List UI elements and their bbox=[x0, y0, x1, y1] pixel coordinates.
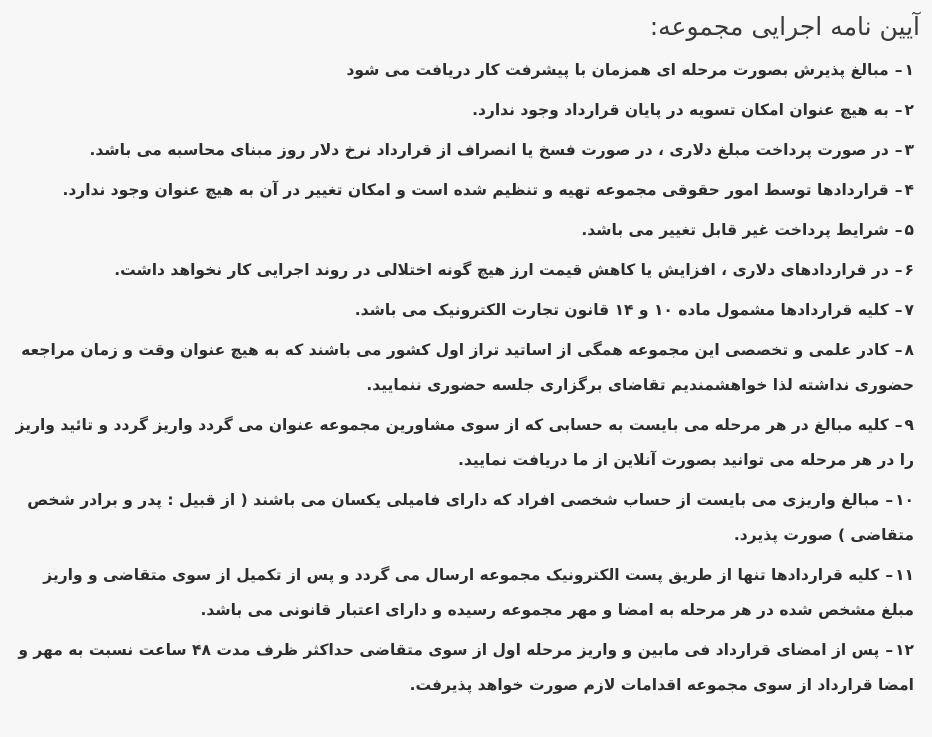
rule-text: مبالغ پذیرش بصورت مرحله ای همزمان با پیشرفت کار دریافت می شود bbox=[346, 61, 889, 79]
rule-separator: – bbox=[894, 101, 903, 119]
rule-number: ۱۰ bbox=[895, 491, 914, 509]
rule-item-3 bbox=[10, 133, 922, 168]
rule-number: ۱۱ bbox=[895, 566, 914, 584]
rule-number: ۷ bbox=[904, 301, 914, 319]
rule-text: کلیه قراردادها مشمول ماده ۱۰ و ۱۴ قانون تجارت الکترونیک می باشد. bbox=[354, 301, 889, 319]
rule-number: ۹ bbox=[904, 416, 914, 434]
page-title: آیین نامه اجرایی مجموعه: bbox=[649, 12, 920, 41]
rule-number: ۱ bbox=[904, 61, 914, 79]
rule-item-4 bbox=[10, 173, 922, 208]
rule-number: ۲ bbox=[904, 101, 914, 119]
rule-separator: – bbox=[894, 221, 903, 239]
rule-separator: – bbox=[894, 61, 903, 79]
rule-separator: – bbox=[894, 141, 903, 159]
rule-separator: – bbox=[894, 341, 903, 359]
rule-separator: – bbox=[894, 261, 903, 279]
rule-text: مبالغ واریزی می بایست از حساب شخصی افراد که دارای فامیلی یکسان می باشند ( از قبیل : پدر و برادر شخص متقاضی ) صورت پذیرد. bbox=[27, 491, 914, 544]
rule-number: ۸ bbox=[904, 341, 914, 359]
rule-text: در صورت پرداخت مبلغ دلاری ، در صورت فسخ یا انصراف از قرارداد نرخ دلار روز مبنای محاسبه می باشد. bbox=[89, 141, 889, 159]
rule-number: ۵ bbox=[904, 221, 914, 239]
rule-number: ۳ bbox=[904, 141, 914, 159]
rule-text: به هیچ عنوان امکان تسویه در پایان قرارداد وجود ندارد. bbox=[472, 101, 889, 119]
rule-text: قراردادها توسط امور حقوقی مجموعه تهیه و تنظیم شده است و امکان تغییر در آن به هیچ عنوان وجود ندارد. bbox=[62, 181, 889, 199]
rule-separator: – bbox=[885, 641, 894, 659]
rule-item-7 bbox=[10, 293, 922, 328]
rule-separator: – bbox=[885, 566, 894, 584]
rule-text: کلیه قراردادها تنها از طریق پست الکترونیک مجموعه ارسال می گردد و پس از تکمیل از سوی متقاضی و واریز مبلغ مشخص شده در هر مرحله به امضا و مهر مجموعه رسیده و دارای اعتبار قانونی می باشد. bbox=[43, 566, 914, 619]
rule-number: ۱۲ bbox=[895, 641, 914, 659]
rule-text: کلیه مبالغ در هر مرحله می بایست به حسابی که از سوی مشاورین مجموعه عنوان می گردد واریز گردد و تائید واریز را در هر مرحله می توانید بصورت آنلاین از ما دریافت نمایید. bbox=[15, 416, 914, 469]
rule-item-1 bbox=[10, 53, 922, 88]
rule-item-12 bbox=[10, 633, 922, 703]
rule-text: در قراردادهای دلاری ، افزایش یا کاهش قیمت ارز هیچ گونه اختلالی در روند اجرایی کار نخواهد داشت. bbox=[114, 261, 889, 279]
rule-text: کادر علمی و تخصصی این مجموعه همگی از اساتید تراز اول کشور می باشند که به هیچ عنوان وقت و زمان مراجعه حضوری نداشته لذا خواهشمندیم تقاضای برگزاری جلسه حضوری ننمایید. bbox=[21, 341, 914, 394]
rule-separator: – bbox=[894, 416, 903, 434]
rule-item-2 bbox=[10, 93, 922, 128]
rule-number: ۶ bbox=[904, 261, 914, 279]
rule-item-5 bbox=[10, 213, 922, 248]
rule-item-6 bbox=[10, 253, 922, 288]
rule-item-9 bbox=[10, 408, 922, 478]
rule-text: شرایط پرداخت غیر قابل تغییر می باشد. bbox=[581, 221, 889, 239]
rule-number: ۴ bbox=[904, 181, 914, 199]
rule-text: پس از امضای قرارداد فی مابین و واریز مرحله اول از سوی متقاضی حداکثر ظرف مدت ۴۸ ساعت نسبت به مهر و امضا قرارداد از سوی مجموعه اقدامات لازم صورت خواهد پذیرفت. bbox=[18, 641, 914, 694]
rule-separator: – bbox=[894, 181, 903, 199]
rule-item-11 bbox=[10, 558, 922, 628]
rule-separator: – bbox=[885, 491, 894, 509]
rule-item-8 bbox=[10, 333, 922, 403]
rule-item-10 bbox=[10, 483, 922, 553]
rules-list bbox=[10, 53, 922, 703]
rule-separator: – bbox=[894, 301, 903, 319]
